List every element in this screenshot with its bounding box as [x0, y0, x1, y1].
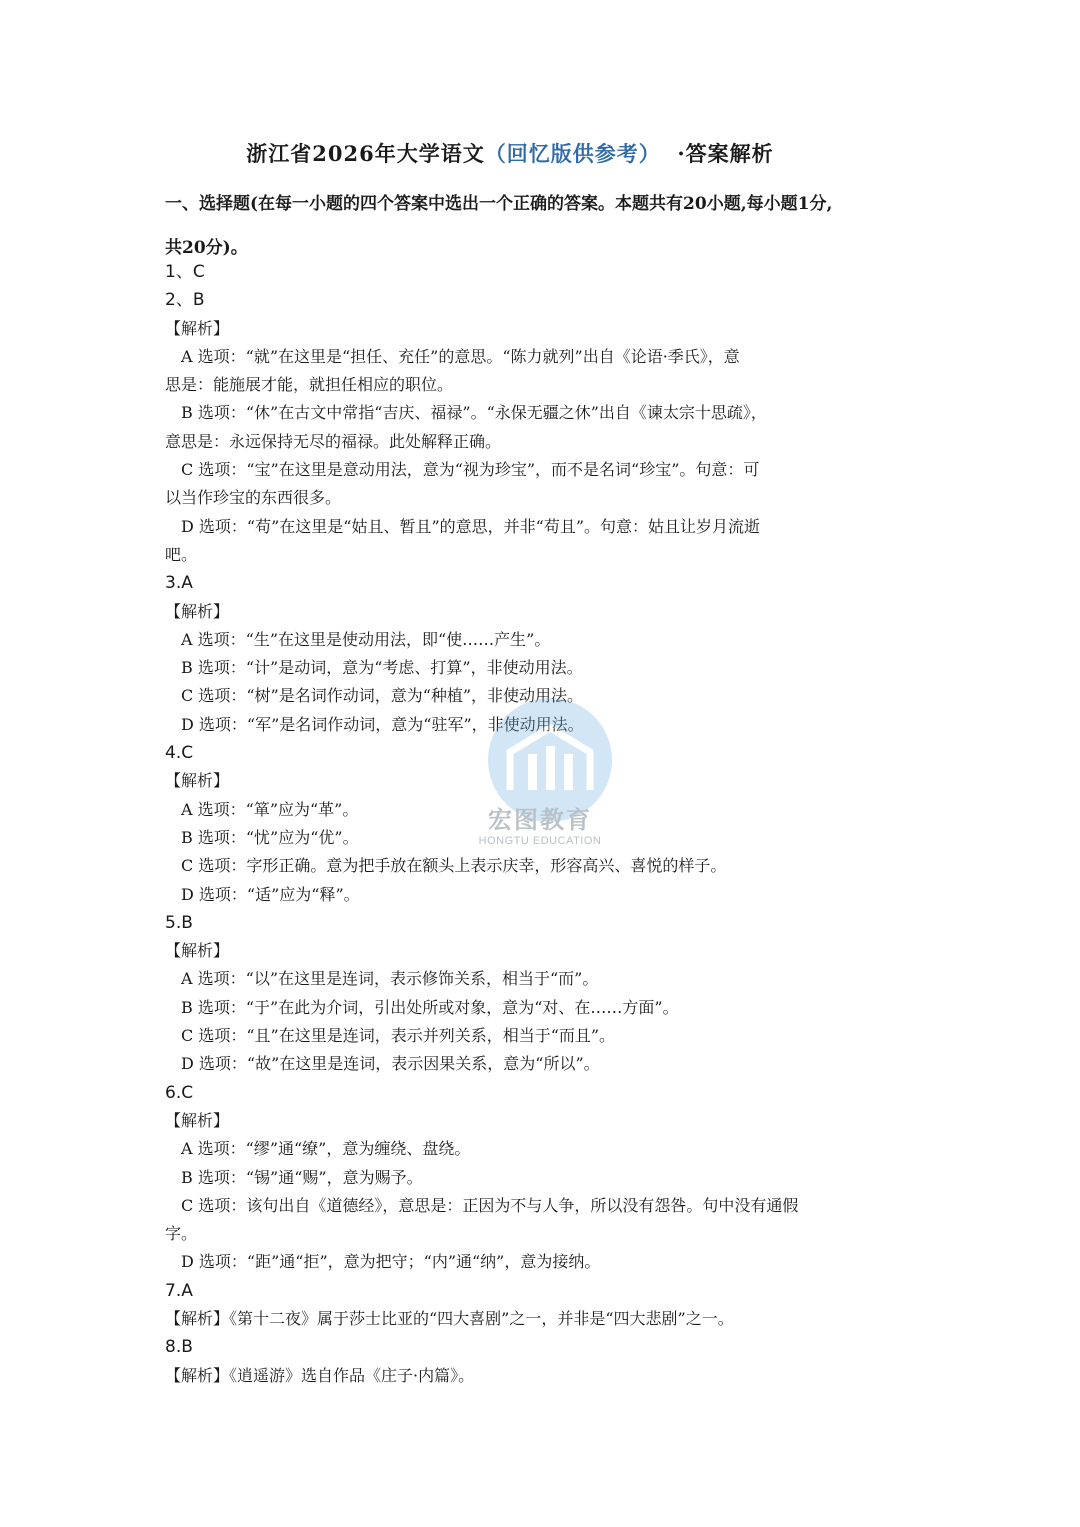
watermark-cn: 宏图教育 [488, 806, 592, 834]
option-explanation: D 选项：“苟”在这里是“姑且、暂且”的意思，并非“苟且”。句意：姑且让岁月流逝 [181, 516, 760, 536]
answer-number: 5.B [165, 912, 193, 933]
option-explanation: B 选项：“于”在此为介词，引出处所或对象，意为“对、在……方面”。 [181, 997, 679, 1017]
option-explanation: A 选项：“缪”通“缭”，意为缠绕、盘绕。 [181, 1139, 471, 1159]
page-title [0, 138, 1020, 168]
option-explanation: B 选项：“锡”通“赐”，意为赐予。 [181, 1167, 423, 1187]
explanation-continuation: 以当作珍宝的东西很多。 [165, 488, 342, 508]
analysis-label: 【解析】 [165, 1110, 230, 1130]
analysis-label: 【解析】《第十二夜》属于莎士比亚的“四大喜剧”之一，并非是“四大悲剧”之一。 [165, 1308, 734, 1328]
option-explanation: C 选项：“树”是名词作动词，意为“种植”，非使动用法。 [181, 686, 584, 706]
option-explanation: B 选项：“忧”应为“优”。 [181, 827, 359, 847]
option-explanation: D 选项：“军”是名词作动词，意为“驻军”，非使动用法。 [181, 714, 584, 734]
title-main: 浙江省2026年大学语文 [246, 141, 485, 166]
option-explanation: B 选项：“休”在古文中常指“吉庆、福禄”。“永保无疆之休”出自《谏太宗十思疏》， [181, 403, 767, 423]
option-explanation: A 选项：“箪”应为“革”。 [181, 799, 359, 819]
title-paren-note: （回忆版供参考） [484, 141, 661, 166]
option-explanation: B 选项：“计”是动词，意为“考虑、打算”，非使动用法。 [181, 658, 583, 678]
explanation-continuation: 字。 [165, 1224, 198, 1244]
analysis-label: 【解析】 [165, 771, 230, 791]
answers-list [165, 258, 925, 1390]
explanation-continuation: 吧。 [165, 544, 198, 564]
option-explanation: A 选项：“以”在这里是连词，表示修饰关系，相当于“而”。 [181, 969, 599, 989]
option-explanation: C 选项：“宝”在这里是意动用法，意为“视为珍宝”，而不是名词“珍宝”。句意：可 [181, 460, 760, 480]
option-explanation: C 选项：“且”在这里是连词，表示并列关系，相当于“而且”。 [181, 1026, 616, 1046]
answer-number: 6.C [165, 1082, 194, 1103]
answer-number: 2、B [165, 290, 205, 311]
analysis-label: 【解析】 [165, 941, 230, 961]
answer-number: 1、C [165, 262, 205, 282]
explanation-continuation: 思是：能施展才能，就担任相应的职位。 [165, 375, 454, 395]
option-explanation: C 选项：字形正确。意为把手放在额头上表示庆幸，形容高兴、喜悦的样子。 [181, 856, 727, 876]
analysis-label: 【解析】《逍遥游》选自作品《庄子·内篇》。 [165, 1365, 475, 1385]
title-tail: ·答案解析 [677, 141, 774, 166]
option-explanation: D 选项：“故”在这里是连词，表示因果关系，意为“所以”。 [181, 1054, 600, 1074]
option-explanation: A 选项：“生”在这里是使动用法，即“使……产生”。 [181, 629, 551, 649]
option-explanation: A 选项：“就”在这里是“担任、充任”的意思。“陈力就列”出自《论语·季氏》，意 [181, 346, 740, 366]
option-explanation: C 选项：该句出自《道德经》，意思是：正因为不与人争，所以没有怨咎。句中没有通假 [181, 1195, 799, 1215]
section-heading [165, 182, 925, 270]
answer-number: 3.A [165, 573, 193, 594]
answer-number: 4.C [165, 743, 194, 764]
answer-number: 8.B [165, 1337, 193, 1358]
watermark-en: HONGTU EDUCATION [478, 835, 602, 847]
option-explanation: D 选项：“距”通“拒”，意为把守；“内”通“纳”，意为接纳。 [181, 1252, 601, 1272]
section-heading-line2: 共20分)。 [165, 238, 248, 258]
analysis-label: 【解析】 [165, 601, 230, 621]
section-heading-line1: 一、选择题(在每一小题的四个答案中选出一个正确的答案。本题共有20小题,每小题1分, [165, 194, 833, 214]
answer-number: 7.A [165, 1280, 193, 1301]
explanation-continuation: 意思是：永远保持无尽的福禄。此处解释正确。 [165, 431, 502, 451]
option-explanation: D 选项：“适”应为“释”。 [181, 884, 360, 904]
analysis-label: 【解析】 [165, 318, 230, 338]
